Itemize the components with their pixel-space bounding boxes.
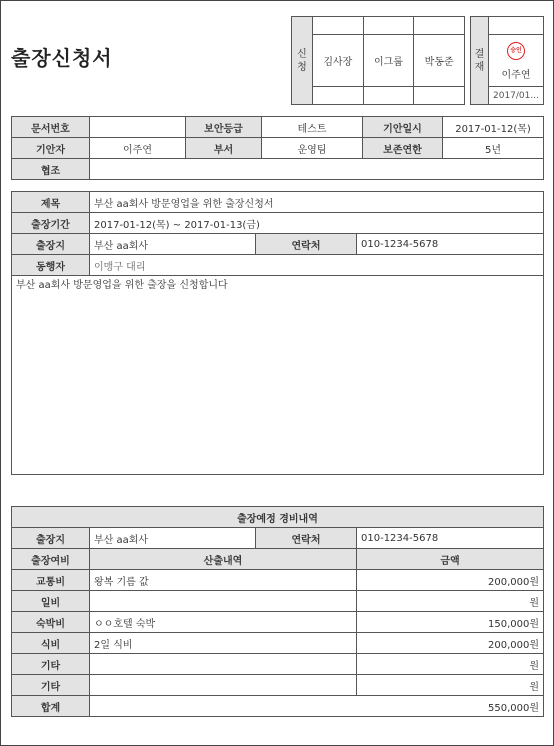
row-amount: 200,000원 <box>357 570 544 591</box>
companion-value: 이맹구 대리 <box>90 255 544 276</box>
row-detail: 2일 식비 <box>90 633 357 654</box>
draft-date-value: 2017-01-12(목) <box>443 117 544 138</box>
row-category: 교통비 <box>12 570 90 591</box>
place-label: 출장지 <box>12 234 90 255</box>
doc-no-label: 문서번호 <box>12 117 90 138</box>
security-label: 보안등급 <box>186 117 262 138</box>
row-detail <box>90 591 357 612</box>
row-detail <box>90 675 357 696</box>
security-value: 테스트 <box>262 117 363 138</box>
approval-box-final <box>470 16 544 105</box>
table-row <box>12 612 544 633</box>
expense-contact-label: 연락처 <box>256 528 357 549</box>
expense-section-title: 출장예정 경비내역 <box>12 507 544 528</box>
row-category: 식비 <box>12 633 90 654</box>
contact-value: 010-1234-5678 <box>357 234 544 255</box>
approver-final-name: 이주연 <box>501 70 531 81</box>
period-label: 출장기간 <box>12 213 90 234</box>
approval-stamp-cell <box>489 35 544 87</box>
drafter-label: 기안자 <box>12 138 90 159</box>
subject-value: 부산 aa회사 방문영업을 위한 출장신청서 <box>90 192 544 213</box>
dept-label: 부서 <box>186 138 262 159</box>
doc-no-value <box>90 117 186 138</box>
col-detail-header: 산출내역 <box>90 549 357 570</box>
row-category: 숙박비 <box>12 612 90 633</box>
approval-applicant-label: 신청 <box>292 17 313 105</box>
approver-name-2: 이그룹 <box>363 35 414 87</box>
contact-label: 연락처 <box>256 234 357 255</box>
row-detail: ㅇㅇ호텔 숙박 <box>90 612 357 633</box>
trip-table <box>11 191 544 475</box>
approved-stamp-icon: 승인 <box>507 42 525 60</box>
cc-value <box>90 159 544 180</box>
row-category: 일비 <box>12 591 90 612</box>
row-detail <box>90 654 357 675</box>
meta-table <box>11 116 544 180</box>
expense-table <box>11 506 544 717</box>
document-title: 출장신청서 <box>11 46 113 70</box>
approval-box-applicant <box>291 16 465 105</box>
approver-name-3: 박동준 <box>414 35 465 87</box>
row-amount: 150,000원 <box>357 612 544 633</box>
companion-label: 동행자 <box>12 255 90 276</box>
row-amount: 원 <box>357 591 544 612</box>
expense-contact-value: 010-1234-5678 <box>357 528 544 549</box>
subject-label: 제목 <box>12 192 90 213</box>
total-value: 550,000원 <box>90 696 544 717</box>
draft-date-label: 기안일시 <box>363 117 443 138</box>
row-category: 기타 <box>12 675 90 696</box>
place-value: 부산 aa회사 <box>90 234 256 255</box>
table-row <box>12 633 544 654</box>
dept-value: 운영팀 <box>262 138 363 159</box>
approval-final-label: 결재 <box>471 17 489 105</box>
col-amount-header: 금액 <box>357 549 544 570</box>
row-amount: 원 <box>357 654 544 675</box>
row-amount: 원 <box>357 675 544 696</box>
approver-name-1: 김사장 <box>313 35 364 87</box>
row-category: 기타 <box>12 654 90 675</box>
cc-label: 협조 <box>12 159 90 180</box>
table-row <box>12 675 544 696</box>
col-category-header: 출장여비 <box>12 549 90 570</box>
row-amount: 200,000원 <box>357 633 544 654</box>
table-row <box>12 591 544 612</box>
drafter-value: 이주연 <box>90 138 186 159</box>
period-value: 2017-01-12(목) ~ 2017-01-13(금) <box>90 213 544 234</box>
retention-value: 5년 <box>443 138 544 159</box>
approval-final-date: 2017/01... <box>489 87 544 105</box>
expense-place-value: 부산 aa회사 <box>90 528 256 549</box>
trip-body-text: 부산 aa회사 방문영업을 위한 출장을 신청합니다 <box>12 276 544 475</box>
row-detail: 왕복 기름 값 <box>90 570 357 591</box>
table-row <box>12 570 544 591</box>
total-label: 합계 <box>12 696 90 717</box>
retention-label: 보존연한 <box>363 138 443 159</box>
table-row <box>12 654 544 675</box>
expense-place-label: 출장지 <box>12 528 90 549</box>
